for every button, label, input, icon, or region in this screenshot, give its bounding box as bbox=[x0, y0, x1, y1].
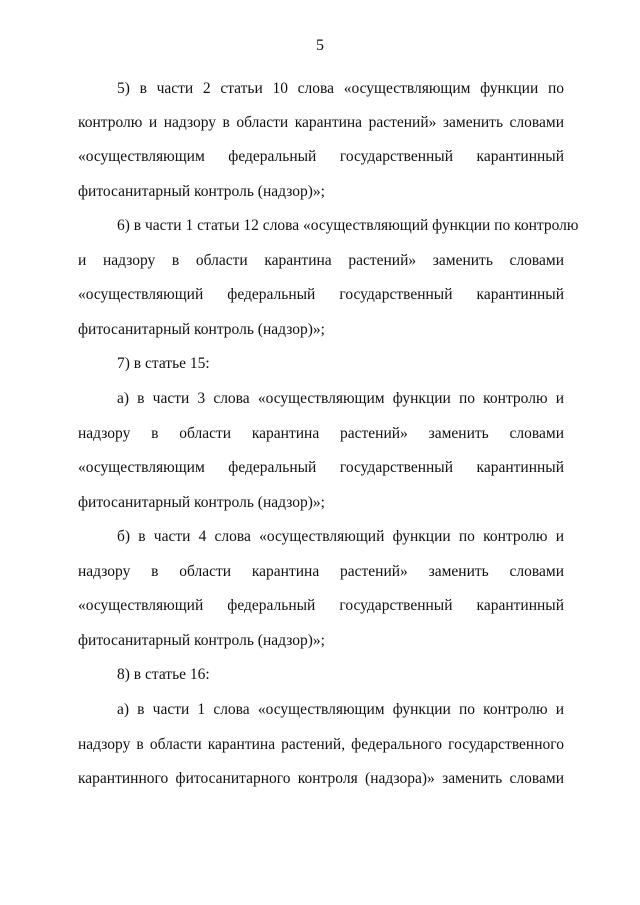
text-line: контролю и надзору в области карантина растений» заменить словами bbox=[78, 114, 564, 131]
text-line: а) в части 3 слова «осуществляющим функции по контролю и bbox=[117, 390, 564, 407]
text-line: фитосанитарный контроль (надзор)»; bbox=[78, 321, 325, 338]
text-line: карантинного фитосанитарного контроля (надзора)» заменить словами bbox=[78, 770, 564, 787]
text-line: фитосанитарный контроль (надзор)»; bbox=[78, 494, 325, 511]
text-line: надзору в области карантина растений» заменить словами bbox=[78, 425, 564, 442]
text-line: «осуществляющий федеральный государственный карантинный bbox=[78, 597, 564, 614]
text-line: фитосанитарный контроль (надзор)»; bbox=[78, 632, 325, 649]
text-line: и надзору в области карантина растений» заменить словами bbox=[78, 252, 564, 269]
text-line: 7) в статье 15: bbox=[117, 355, 210, 372]
text-line: б) в части 4 слова «осуществляющий функции по контролю и bbox=[117, 528, 564, 545]
text-line: надзору в области карантина растений» заменить словами bbox=[78, 563, 564, 580]
text-line: «осуществляющим федеральный государственный карантинный bbox=[78, 148, 564, 165]
text-line: 5) в части 2 статьи 10 слова «осуществляющим функции по bbox=[117, 80, 564, 97]
text-line: «осуществляющий федеральный государственный карантинный bbox=[78, 286, 564, 303]
text-line: 8) в статье 16: bbox=[117, 666, 210, 683]
text-line: надзору в области карантина растений, федерального государственного bbox=[78, 736, 564, 753]
page-number: 5 bbox=[316, 37, 324, 54]
text-line: 6) в части 1 статьи 12 слова «осуществляющий функции по контролю bbox=[117, 217, 579, 234]
text-line: фитосанитарный контроль (надзор)»; bbox=[78, 183, 325, 200]
text-line: а) в части 1 слова «осуществляющим функции по контролю и bbox=[117, 701, 564, 718]
text-line: «осуществляющим федеральный государственный карантинный bbox=[78, 459, 564, 476]
